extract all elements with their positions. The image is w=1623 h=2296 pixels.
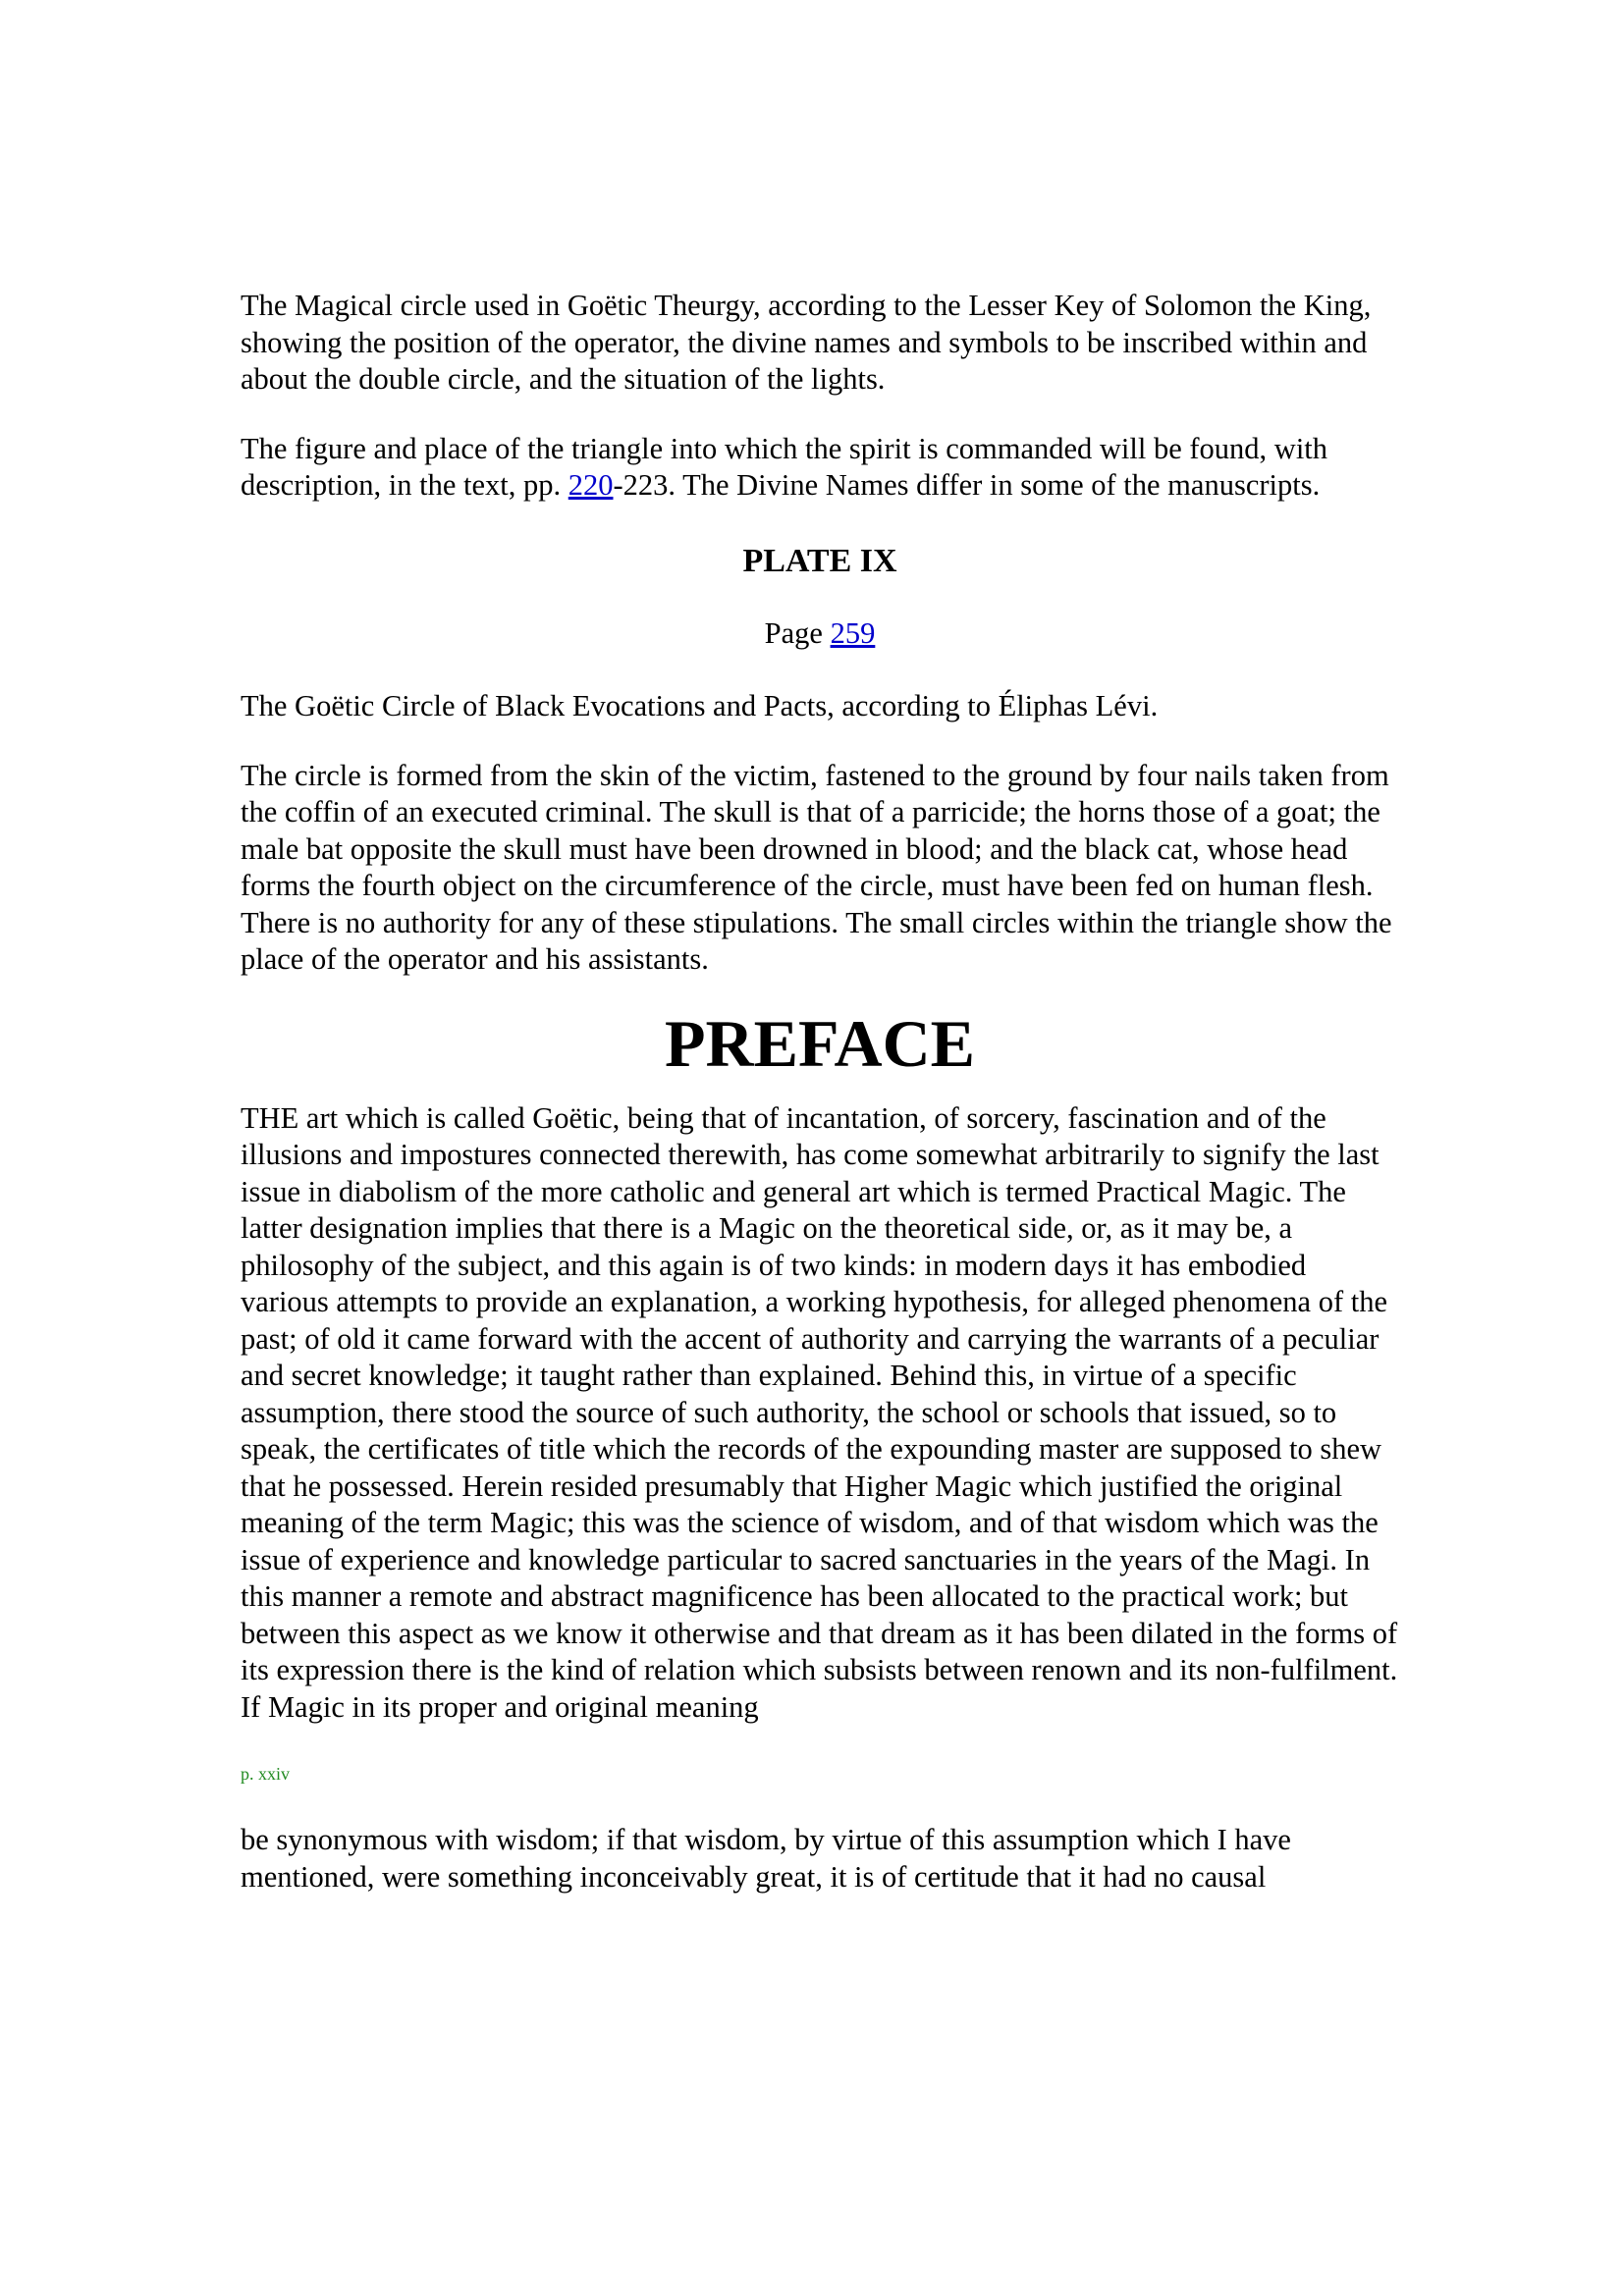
page-label: Page [764,615,831,650]
plate-ix-description-paragraph: The circle is formed from the skin of the victim, fastened to the ground by four nails taken from the coffin of an executed criminal. The skull is that of a parricide; the horns those of a goat; the male bat opposite the skull must have been drowned in blood; and the black cat, whose head forms the fourth object on the circumference of the circle, must have been fed on human flesh. There is no authority for any of these stipulations. The small circles within the triangle show the place of the operator and his assistants. [241,758,1392,976]
page-259-link[interactable]: 259 [830,615,876,650]
plate-ix-heading: PLATE IX [742,542,897,579]
reference-text-before: The figure and place of the triangle into which the spirit is commanded will be found, with description, in the text, pp. [241,431,1328,502]
preface-continuation-paragraph: be synonymous with wisdom; if that wisdom, by virtue of this assumption which I have mentioned, were something inconceivably great, it is of certitude that it had no causal [241,1823,1291,1894]
plate-caption-paragraph: The Magical circle used in Goëtic Theurgy, according to the Lesser Key of Solomon the King, showing the position of the operator, the divine names and symbols to be inscribed within and about the double circle, and the situation of the lights. [241,289,1372,396]
preface-paragraph: THE art which is called Goëtic, being that of incantation, of sorcery, fascination and of the illusions and impostures connected therewith, has come somewhat arbitrarily to signify the last issue in diabolism of the more catholic and general art which is termed Practical Magic. The latter designation implies that there is a Magic on the theoretical side, or, as it may be, a philosophy of the subject, and this again is of two kinds: in modern days it has embodied various attempts to provide an explanation, a working hypothesis, for alleged phenomena of the past; of old it came forward with the accent of authority and carrying the warrants of a peculiar and secret knowledge; it taught rather than explained. Behind this, in virtue of a specific assumption, there stood the source of such authority, the school or schools that issued, so to speak, the certificates of title which the records of the expounding master are supposed to shew that he possessed. Herein resided presumably that Higher Magic which justified the original meaning of the term Magic; this was the science of wisdom, and of that wisdom which was the issue of experience and knowledge particular to sacred sanctuaries in the years of the Magi. In this manner a remote and abstract magnificence has been allocated to the practical work; but between this aspect as we know it otherwise and that dream as it has been dilated in the forms of its expression there is the kind of relation which subsists between renown and its non-fulfilment. If Magic in its proper and original meaning [241,1100,1398,1724]
reference-text-after: -223. The Divine Names differ in some of the manuscripts. [613,468,1321,502]
document-page [241,288,1399,1896]
plate-ix-page-reference [241,615,1399,653]
plate-caption-reference-paragraph [241,431,1399,505]
page-220-link[interactable]: 220 [568,468,614,502]
preface-heading: PREFACE [664,1005,976,1081]
plate-ix-title-paragraph: The Goëtic Circle of Black Evocations and Pacts, according to Éliphas Lévi. [241,689,1159,722]
page-number-marker: p. xxiv [241,1764,291,1784]
